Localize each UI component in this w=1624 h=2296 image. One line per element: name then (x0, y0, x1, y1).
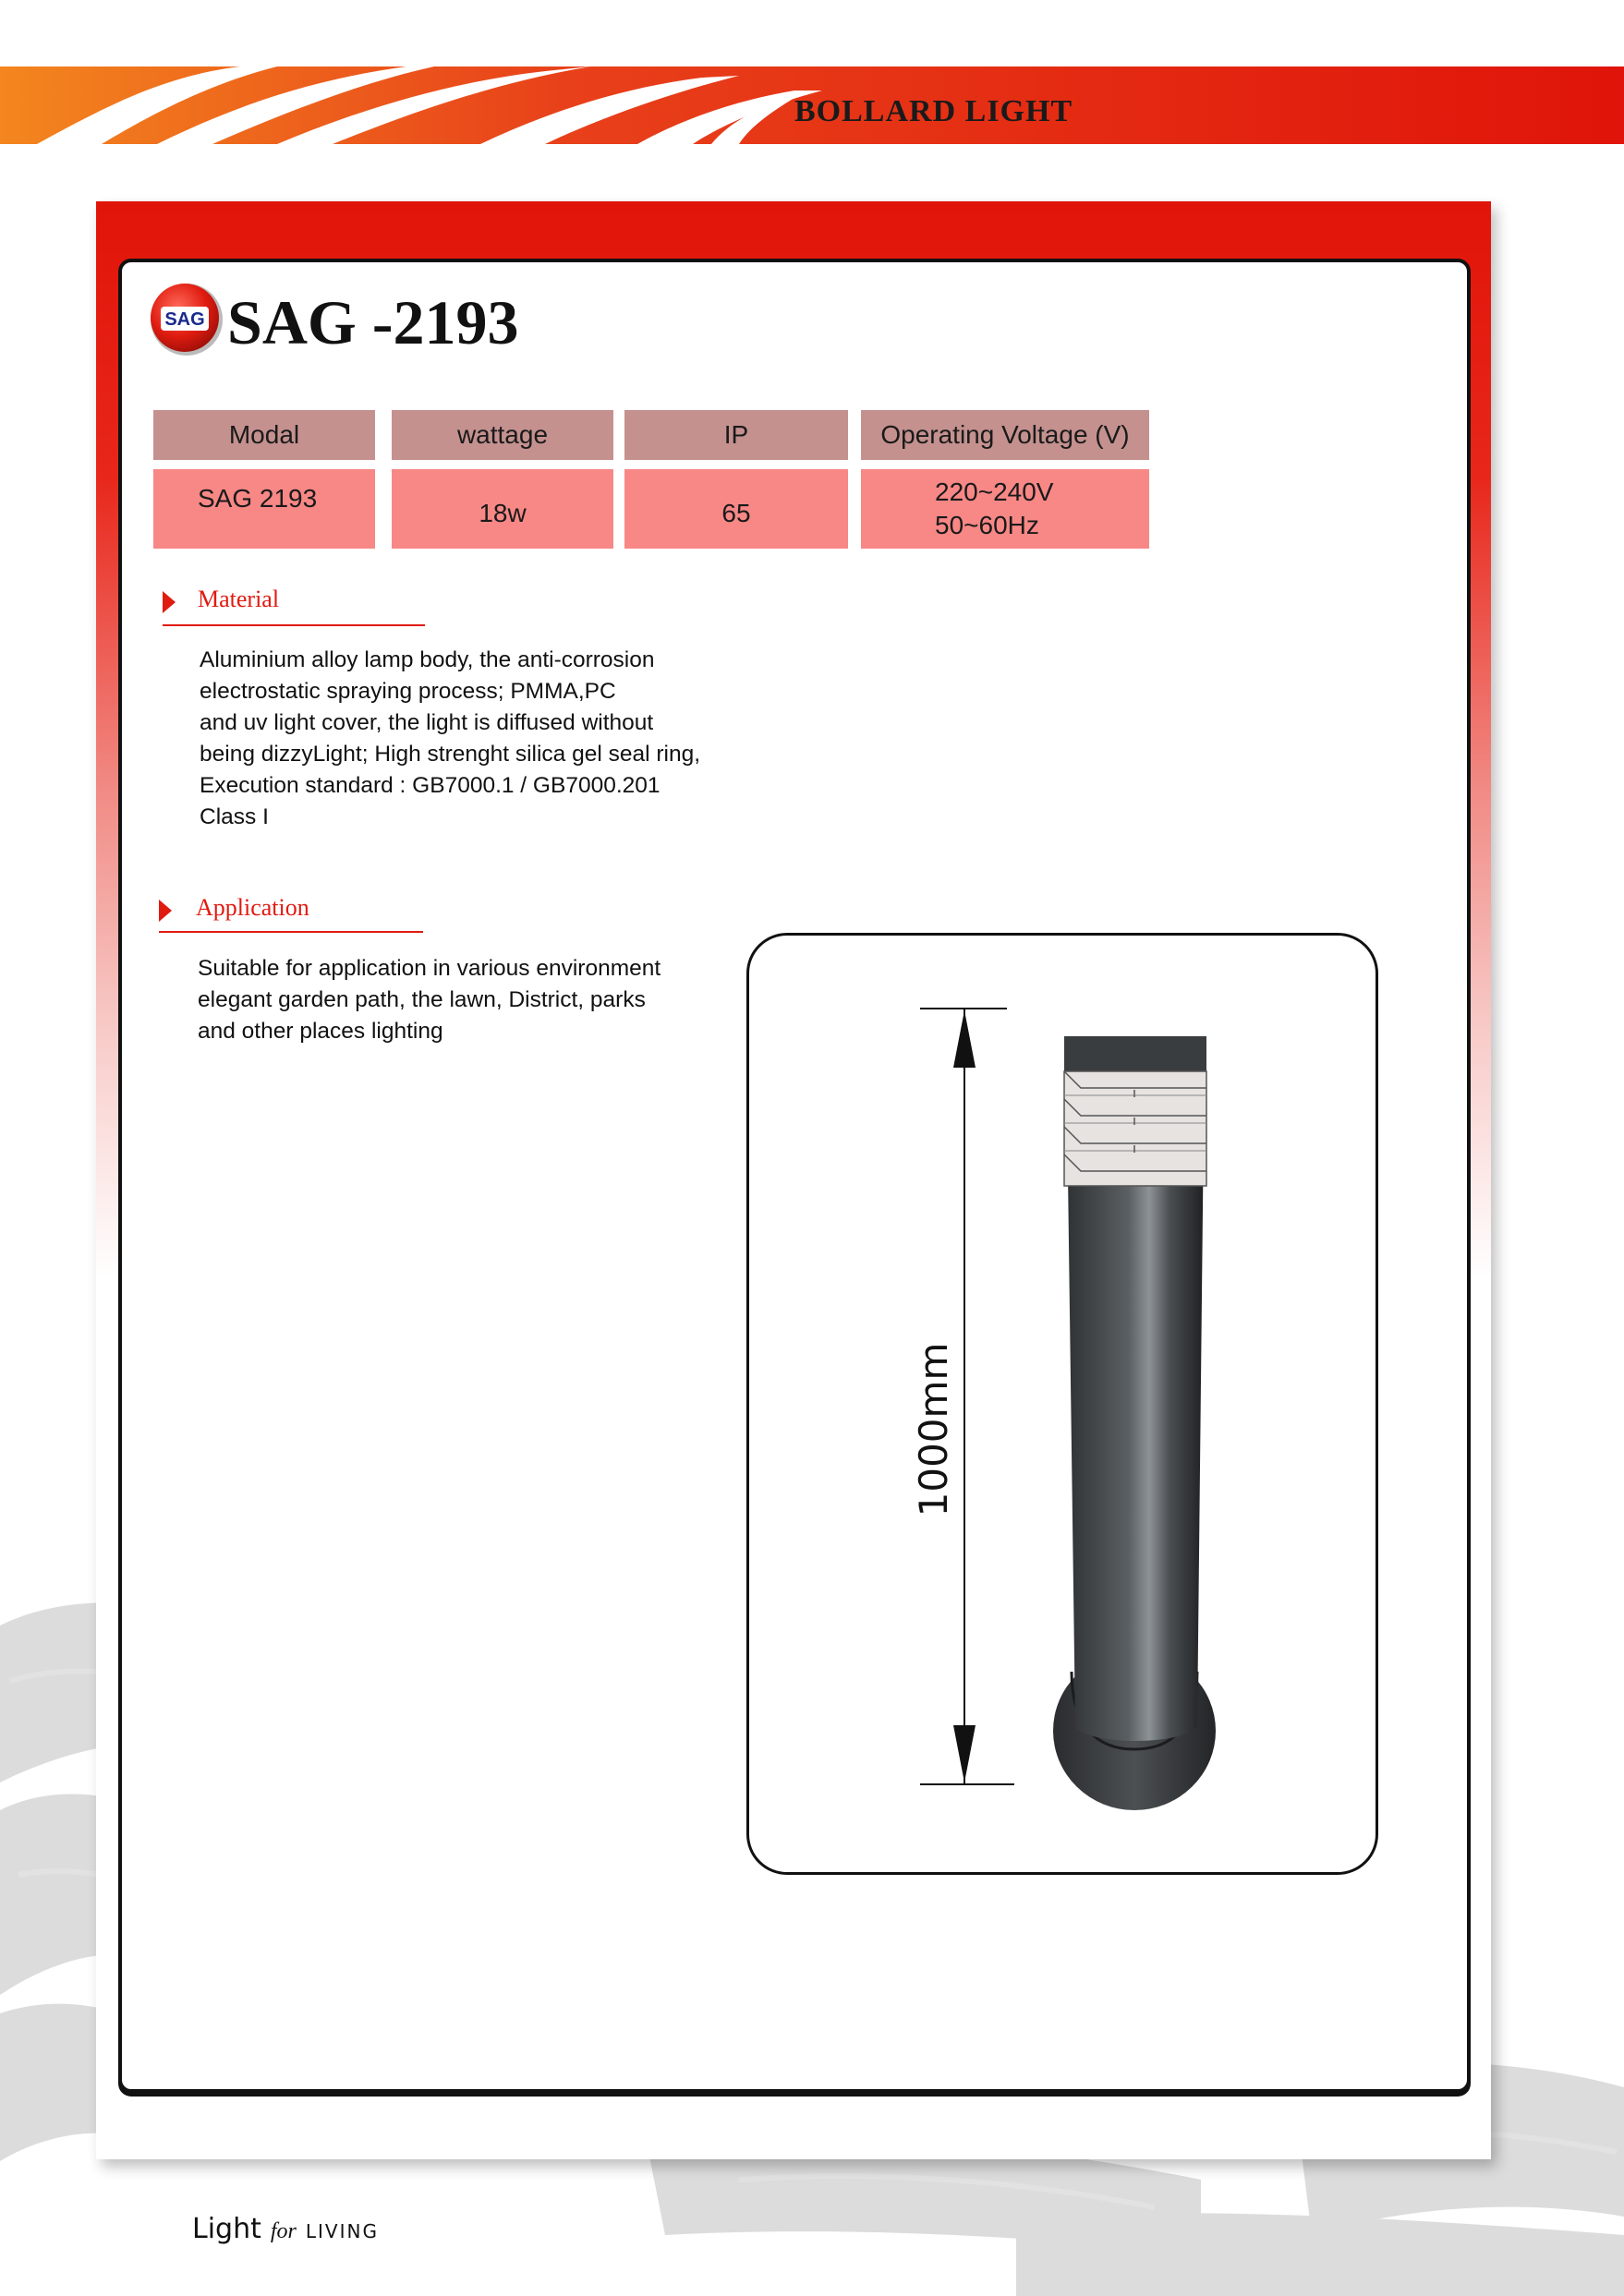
application-line: and other places lighting (198, 1019, 443, 1044)
dimension-value: 1000mm (911, 1342, 956, 1517)
application-text (198, 953, 661, 1047)
table-header-ip: IP (624, 410, 848, 460)
footer-living: LIVING (305, 2220, 379, 2242)
material-line: electrostatic spraying process; PMMA,PC (200, 679, 616, 704)
application-underline (159, 931, 423, 933)
table-header-voltage: Operating Voltage (V) (861, 410, 1149, 460)
material-underline (163, 624, 425, 626)
material-line: Execution standard : GB7000.1 / GB7000.201 (200, 773, 661, 798)
application-line: elegant garden path, the lawn, District, parks (198, 987, 646, 1012)
frequency-range: 50~60Hz (935, 511, 1039, 539)
footer-tagline (192, 2213, 562, 2250)
application-heading: Application (196, 894, 309, 921)
table-cell-model: SAG 2193 (153, 469, 375, 549)
bollard-cap (1064, 1036, 1206, 1071)
dimension-arrow-up-icon (953, 1010, 976, 1068)
sag-logo-icon (148, 281, 225, 358)
product-title: SAG -2193 (227, 287, 519, 357)
dimension-arrow-down-icon (953, 1725, 976, 1782)
footer-for: for (270, 2219, 297, 2243)
table-header-modal: Modal (153, 410, 375, 460)
footer-light: Light (192, 2213, 261, 2245)
table-cell-voltage (861, 469, 1149, 549)
table-cell-ip: 65 (624, 469, 848, 549)
material-line: Aluminium alloy lamp body, the anti-corrosion (200, 647, 655, 672)
voltage-range: 220~240V (935, 477, 1054, 506)
logo-text: SAG (164, 309, 205, 330)
bollard-louvres (1064, 1071, 1206, 1186)
material-line: and uv light cover, the light is diffused without (200, 710, 654, 735)
table-header-wattage: wattage (392, 410, 613, 460)
material-line: Class I (200, 804, 269, 829)
material-text (200, 645, 700, 833)
table-cell-wattage: 18w (392, 469, 613, 549)
material-heading: Material (198, 586, 280, 612)
application-arrow-icon (159, 900, 172, 922)
bollard-drawing (746, 933, 1378, 1875)
application-line: Suitable for application in various environment (198, 956, 661, 981)
material-line: being dizzyLight; High strenght silica gel seal ring, (200, 742, 701, 767)
banner-title: BOLLARD LIGHT (794, 94, 1073, 128)
material-arrow-icon (163, 591, 176, 613)
